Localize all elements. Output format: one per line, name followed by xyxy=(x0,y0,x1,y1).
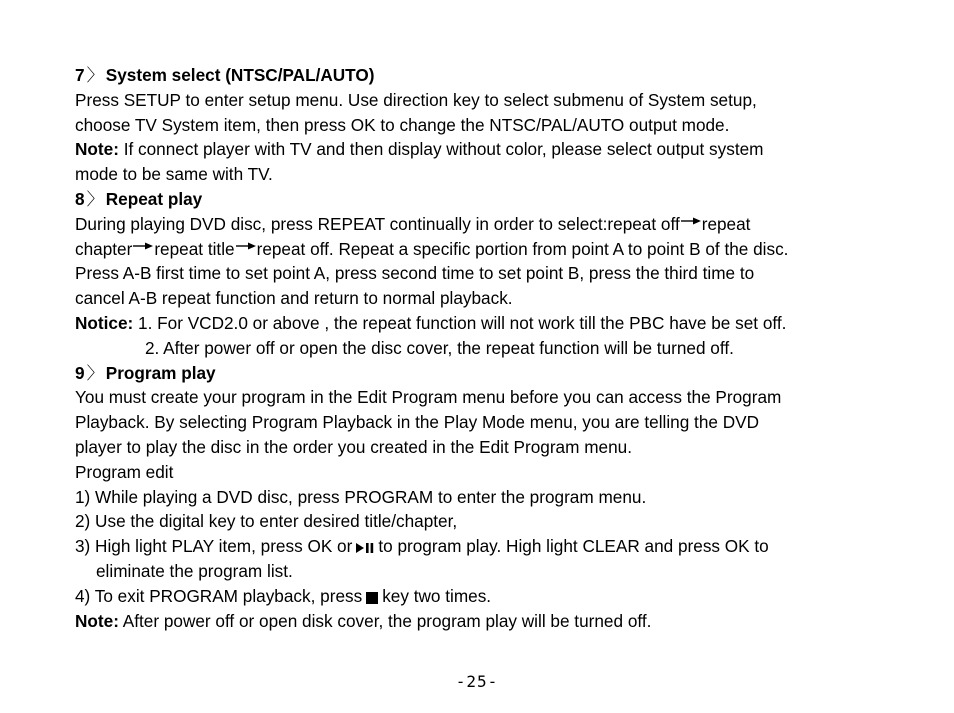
notice-item-1: 1. For VCD2.0 or above , the repeat function will not work till the PBC have be set off. xyxy=(133,312,787,333)
text-segment: repeat xyxy=(701,213,751,234)
note-line xyxy=(75,609,915,634)
subheading-program-edit: Program edit xyxy=(75,461,174,482)
text-segment: chapter xyxy=(75,238,133,259)
note-text: After power off or open disk cover, the program play will be turned off. xyxy=(118,610,652,631)
angle-bracket-icon: 〉 xyxy=(86,188,104,209)
paragraph-line: Press SETUP to enter setup menu. Use direction key to select submenu of System setup, xyxy=(75,89,757,110)
text-segment: During playing DVD disc, press REPEAT continually in order to select:repeat off xyxy=(75,213,680,234)
step-3-continued: eliminate the program list. xyxy=(96,560,293,581)
paragraph-line: Playback. By selecting Program Playback in the Play Mode menu, you are telling the DVD xyxy=(75,412,760,433)
paragraph-line: cancel A-B repeat function and return to normal playback. xyxy=(75,288,513,309)
stop-icon xyxy=(365,591,379,605)
text-segment: 3) High light PLAY item, press OK or xyxy=(75,536,353,557)
note-label: Note: xyxy=(75,139,119,160)
section-number: 8 xyxy=(75,188,85,209)
step-1: 1) While playing a DVD disc, press PROGRAM to enter the program menu. xyxy=(75,486,647,507)
paragraph-line: Press A-B first time to set point A, press second time to set point B, press the third time to xyxy=(75,263,755,284)
notice-line xyxy=(75,311,915,336)
note-text: If connect player with TV and then display without color, please select output system xyxy=(118,139,764,160)
paragraph-line: You must create your program in the Edit Program menu before you can access the Program xyxy=(75,387,782,408)
section-heading-system-select xyxy=(75,63,915,88)
text-segment: repeat title xyxy=(154,238,235,259)
note-label: Note: xyxy=(75,610,119,631)
step-2: 2) Use the digital key to enter desired title/chapter, xyxy=(75,511,458,532)
section-title: Repeat play xyxy=(105,188,203,209)
text-segment: to program play. High light CLEAR and press OK to xyxy=(378,536,769,557)
section-number: 7 xyxy=(75,65,85,85)
paragraph-line: mode to be same with TV. xyxy=(75,164,273,185)
section-number: 9 xyxy=(75,362,85,383)
angle-bracket-icon: 〉 xyxy=(86,362,104,383)
paragraph-line xyxy=(75,237,915,262)
text-segment: repeat off. Repeat a specific portion from point A to point B of the disc. xyxy=(256,238,789,259)
paragraph-line xyxy=(75,212,915,237)
notice-item-2: 2. After power off or open the disc cover, the repeat function will be turned off. xyxy=(145,337,734,358)
page-content xyxy=(75,63,915,633)
section-title: System select (NTSC/PAL/AUTO) xyxy=(105,65,375,85)
play-pause-icon xyxy=(355,541,375,555)
text-segment: 4) To exit PROGRAM playback, press xyxy=(75,585,363,606)
arrow-right-icon xyxy=(236,241,256,251)
angle-bracket-icon: 〉 xyxy=(86,65,104,85)
paragraph-line: choose TV System item, then press OK to change the NTSC/PAL/AUTO output mode. xyxy=(75,114,730,135)
section-heading-repeat-play xyxy=(75,187,915,212)
note-line xyxy=(75,137,915,162)
step-3 xyxy=(75,534,915,559)
step-4 xyxy=(75,584,915,609)
text-segment: key two times. xyxy=(382,585,492,606)
arrow-right-icon xyxy=(681,216,701,226)
section-heading-program-play xyxy=(75,361,915,386)
notice-label: Notice: xyxy=(75,312,134,333)
section-title: Program play xyxy=(105,362,216,383)
page-number: -25- xyxy=(455,672,499,691)
paragraph-line: player to play the disc in the order you created in the Edit Program menu. xyxy=(75,436,632,457)
arrow-right-icon xyxy=(133,241,153,251)
